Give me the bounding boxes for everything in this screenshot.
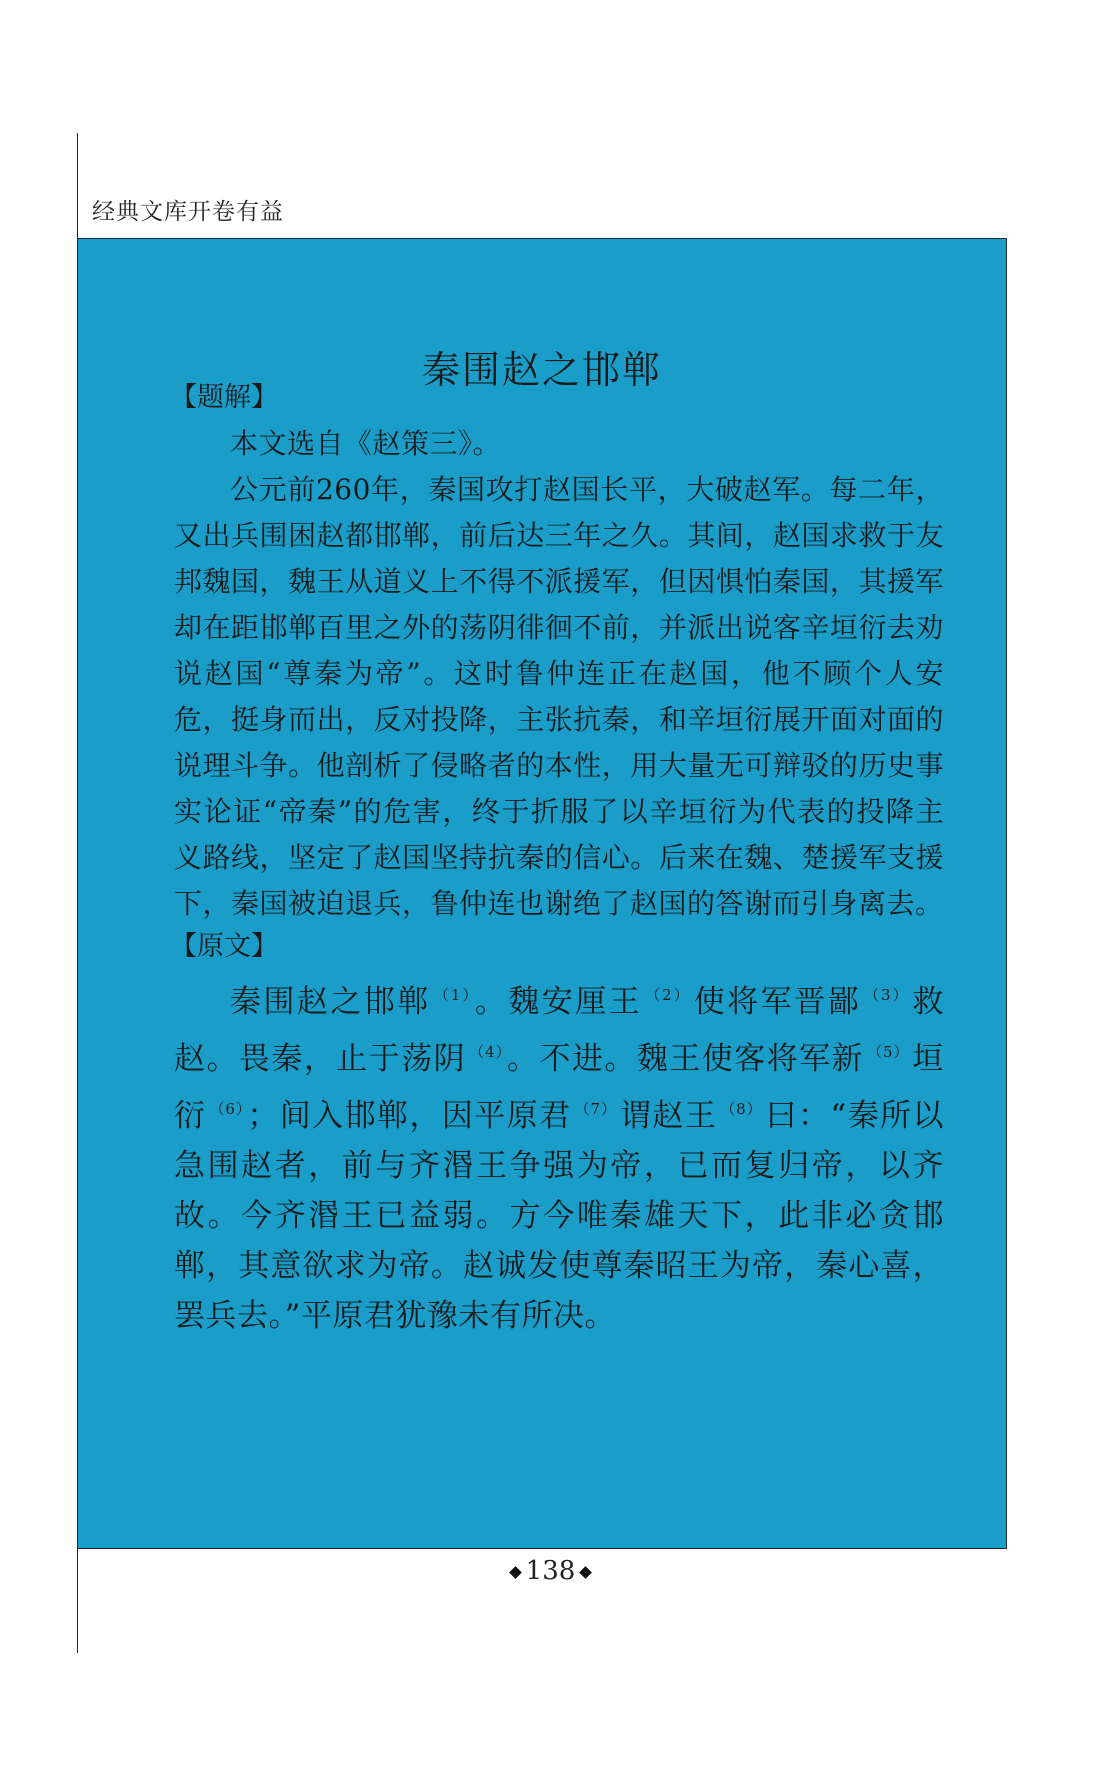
- page-footer: [0, 1556, 1101, 1586]
- text-segment: 垣衍: [174, 1041, 945, 1134]
- content-panel: [77, 238, 1007, 1549]
- intro-heading: 【题解】: [170, 382, 278, 413]
- page-title: 秦围赵之邯郸: [421, 348, 662, 392]
- footnote-marker: （8）: [720, 1100, 763, 1118]
- text-segment: 。魏安厘王: [474, 984, 643, 1020]
- footnote-marker: （1）: [433, 986, 472, 1004]
- intro-section: [170, 375, 944, 927]
- footnote-marker: （3）: [864, 986, 910, 1004]
- footnote-marker: （2）: [645, 986, 691, 1004]
- footnote-marker: （5）: [867, 1043, 910, 1061]
- diamond-icon: [509, 1566, 522, 1579]
- footnote-marker: （4）: [469, 1043, 505, 1061]
- text-segment: 使将军晋鄙: [693, 984, 862, 1020]
- footnote-marker: （7）: [574, 1100, 617, 1118]
- text-segment: 。不进。魏王使客将军新: [507, 1041, 865, 1077]
- bottom-rule: [77, 1548, 1007, 1549]
- intro-paragraph: 本文选自《赵策三》。: [230, 427, 502, 460]
- text-segment: 谓赵王: [619, 1098, 718, 1134]
- intro-paragraph: 公元前260年，秦国攻打赵国长平，大破赵军。每二年，又出兵围困赵都邯郸，前后达三年之久。其间，赵国求救于友邦魏国，魏王从道义上不得不派援军，但因惧怕秦国，其援军却在距邯郸百里之外的荡阴徘徊不前，并派出说客辛垣衍去劝说赵国“尊秦为帝”。这时鲁仲连正在赵国，他不顾个人安危，挺身而出，反对投降，主张抗秦，和辛垣衍展开面对面的说理斗争。他剖析了侵略者的本性，用大量无可辩驳的历史事实论证“帝秦”的危害，终于折服了以辛垣衍为代表的投降主义路线，坚定了赵国坚持抗秦的信心。后来在魏、楚援军支援下，秦国被迫退兵，鲁仲连也谢绝了赵国的答谢而引身离去。: [174, 473, 944, 920]
- original-section: [170, 924, 945, 1341]
- text-segment: 秦围赵之邯郸: [230, 984, 431, 1020]
- text-segment: ；间入邯郸，因平原君: [247, 1098, 572, 1134]
- diamond-icon: [579, 1566, 592, 1579]
- page-number: 138: [525, 1556, 576, 1586]
- original-heading: 【原文】: [170, 931, 278, 962]
- running-head: 经典文库开卷有益: [92, 199, 284, 225]
- text-segment: 救赵。畏秦，止于荡阴: [174, 984, 945, 1077]
- original-paragraph: [174, 970, 944, 1341]
- footnote-marker: （6）: [209, 1100, 245, 1118]
- text-segment: 曰：“秦所以急围赵者，前与齐湣王争强为帝，已而复归帝，以齐故。今齐湣王已益弱。方今唯秦雄天下，此非必贪邯郸，其意欲求为帝。赵诚发使尊秦昭王为帝，秦心喜，罢兵去。”平原君犹豫未有所决。: [174, 1098, 945, 1334]
